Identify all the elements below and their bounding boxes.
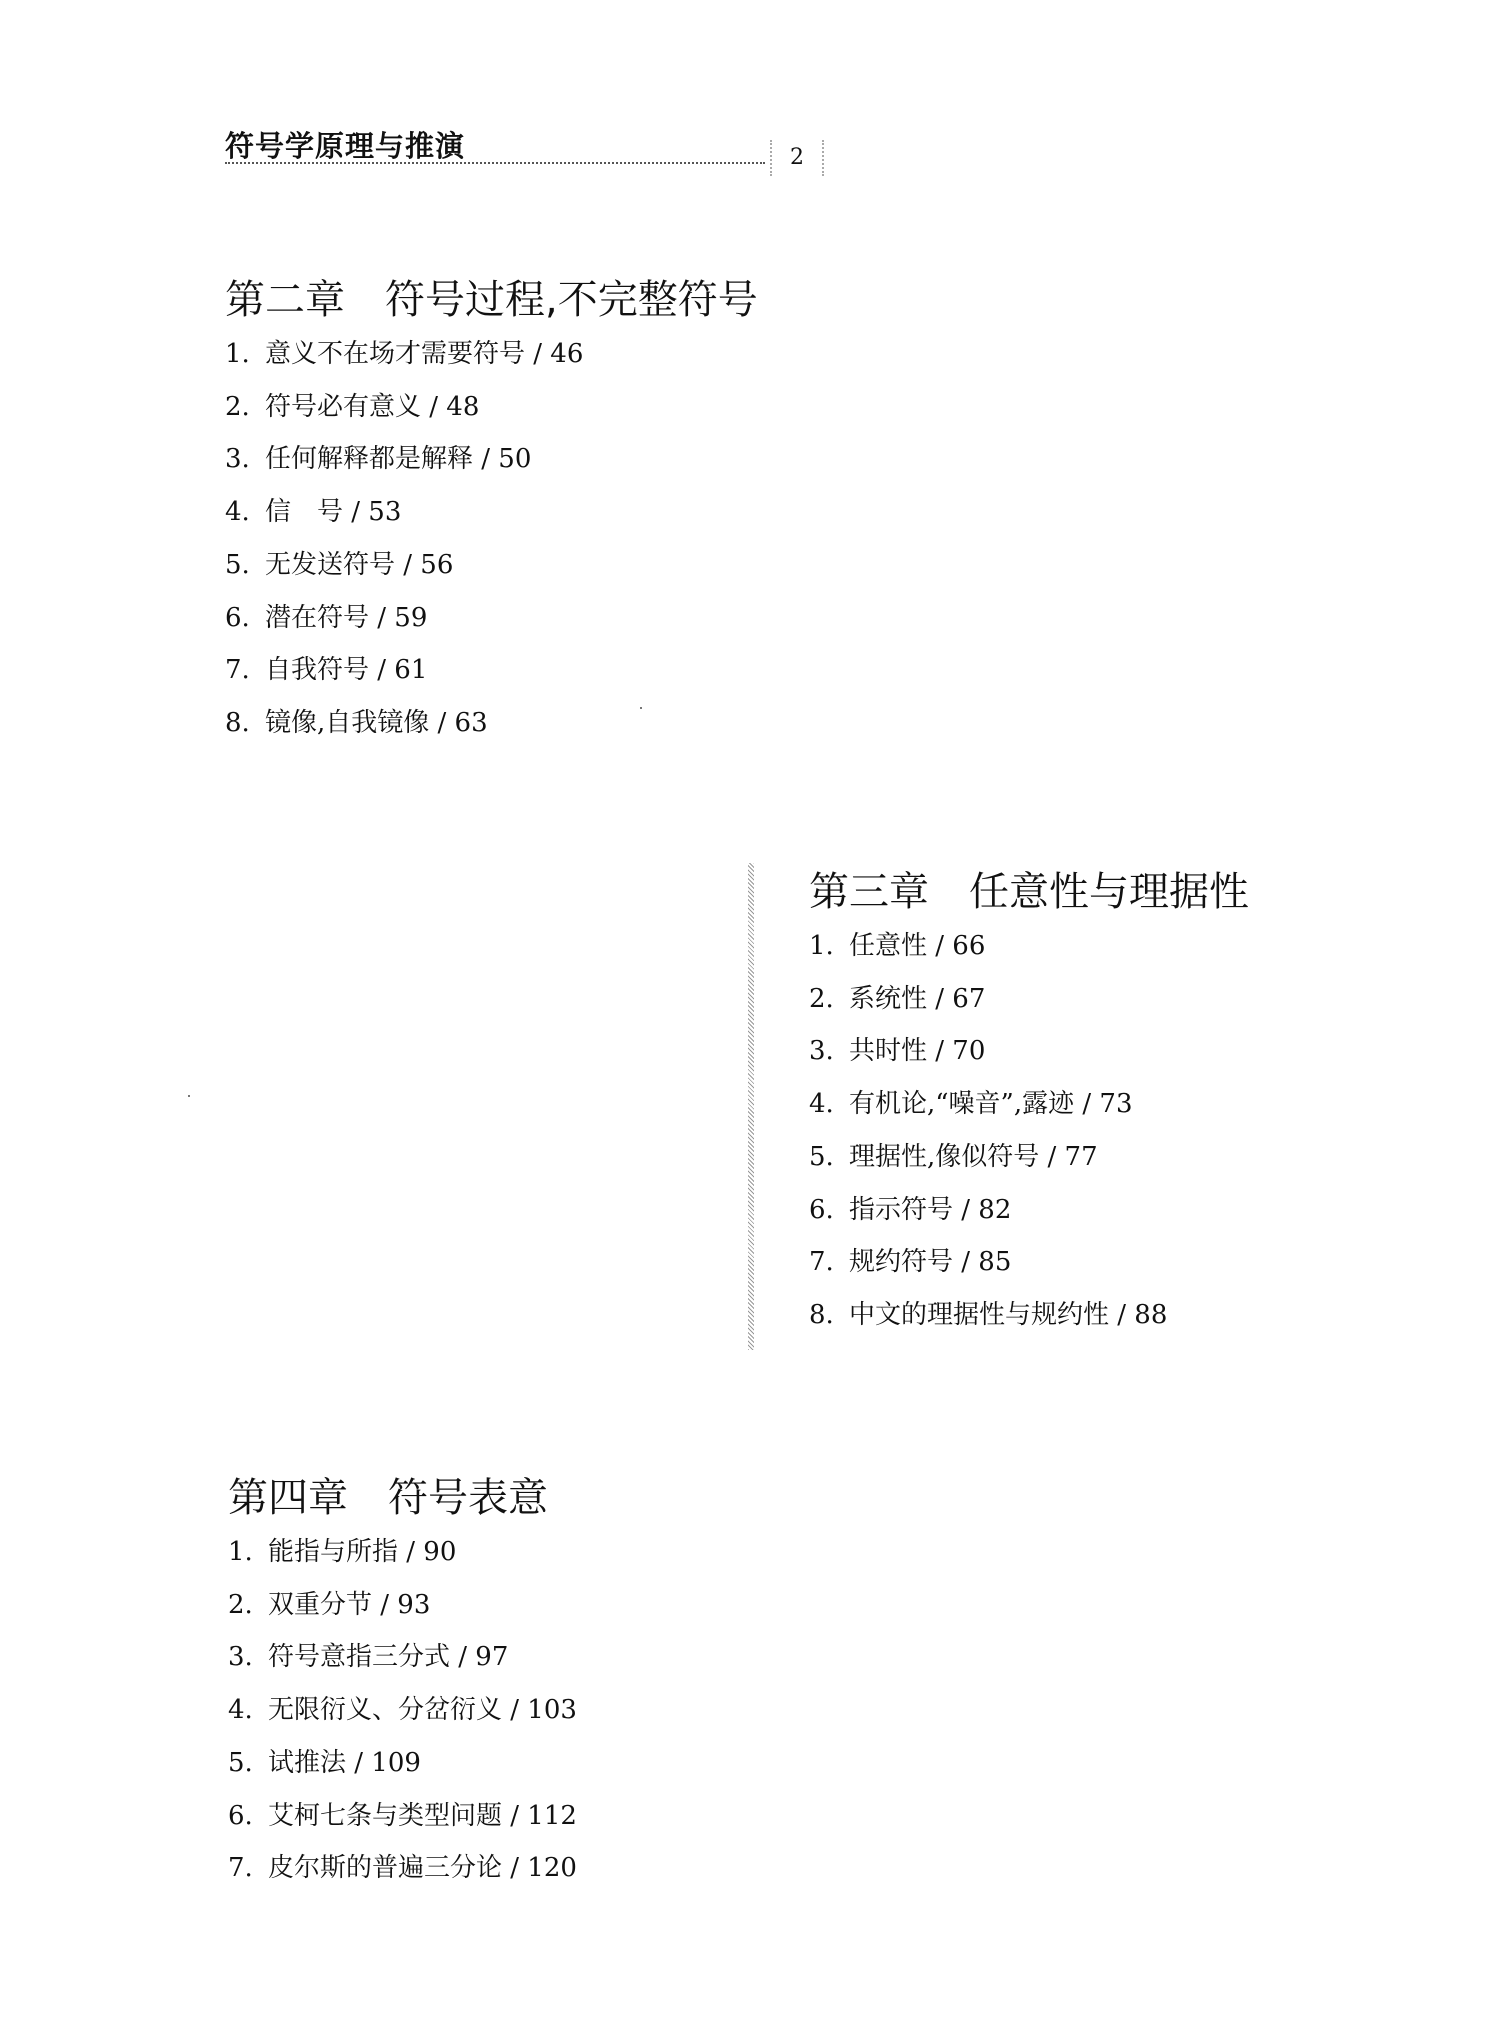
toc-entry	[225, 486, 758, 539]
toc-entry	[809, 920, 1249, 973]
toc-entry	[809, 973, 1249, 1026]
entry-number: 2.	[228, 1589, 253, 1620]
entry-number: 8.	[225, 707, 250, 738]
entry-number: 5.	[225, 549, 250, 580]
entry-text: 意义不在场才需要符号 / 46	[265, 339, 584, 369]
entry-number: 2.	[225, 391, 250, 422]
chapter-4-section	[228, 1472, 577, 1895]
toc-entry	[809, 1236, 1249, 1289]
toc-entry	[225, 592, 758, 645]
entry-text: 符号必有意义 / 48	[265, 391, 480, 422]
toc-entry	[809, 1289, 1249, 1342]
entry-text: 信 号 / 53	[265, 497, 402, 528]
entry-text: 双重分节 / 93	[268, 1589, 431, 1620]
toc-entry	[228, 1631, 577, 1684]
chapter-2-section	[225, 274, 758, 750]
page-number-ornament-left	[770, 140, 778, 176]
chapter-name: 符号过程,不完整符号	[385, 277, 758, 323]
entry-number: 3.	[809, 1036, 834, 1067]
entry-text: 镜像,自我镜像 / 63	[265, 707, 488, 738]
entry-number: 1.	[225, 339, 250, 369]
chapter-title	[225, 274, 758, 326]
entry-text: 艾柯七条与类型问题 / 112	[268, 1800, 577, 1831]
entry-number: 4.	[225, 497, 250, 528]
entry-text: 有机论,“噪音”,露迹 / 73	[849, 1089, 1133, 1120]
chapter-name: 任意性与理据性	[969, 869, 1249, 915]
entry-number: 7.	[809, 1247, 834, 1278]
entry-text: 中文的理据性与规约性 / 88	[849, 1299, 1168, 1330]
toc-entry	[809, 1131, 1249, 1184]
page-number-ornament-right	[822, 140, 830, 176]
entry-number: 5.	[228, 1747, 253, 1778]
chapter-label: 第四章	[228, 1475, 348, 1521]
entry-text: 符号意指三分式 / 97	[268, 1642, 509, 1673]
entry-number: 7.	[225, 655, 250, 686]
entry-number: 4.	[809, 1089, 834, 1120]
toc-entry	[225, 381, 758, 434]
running-header-title: 符号学原理与推演	[225, 129, 466, 163]
chapter-3-section	[809, 866, 1249, 1342]
toc-entry	[809, 1025, 1249, 1078]
entry-text: 皮尔斯的普遍三分论 / 120	[268, 1853, 577, 1884]
toc-entry	[228, 1790, 577, 1843]
toc-entry	[228, 1579, 577, 1632]
entry-text: 能指与所指 / 90	[268, 1537, 457, 1567]
toc-entry	[225, 644, 758, 697]
entry-number: 6.	[809, 1194, 834, 1225]
entry-number: 3.	[225, 444, 250, 475]
entry-text: 任意性 / 66	[849, 931, 986, 961]
entry-number: 5.	[809, 1141, 834, 1172]
chapter-title	[228, 1472, 577, 1524]
toc-entry	[228, 1526, 577, 1579]
entry-number: 7.	[228, 1853, 253, 1884]
entry-number: 2.	[809, 983, 834, 1014]
header-dotted-rule	[225, 162, 765, 164]
entry-text: 自我符号 / 61	[265, 655, 428, 686]
entry-number: 8.	[809, 1299, 834, 1330]
toc-entry	[809, 1184, 1249, 1237]
toc-entry	[809, 1078, 1249, 1131]
toc-entry	[228, 1684, 577, 1737]
column-divider	[748, 863, 754, 1350]
toc-entry	[225, 539, 758, 592]
page-number: 2	[790, 145, 804, 170]
chapter-label: 第三章	[809, 869, 929, 915]
toc-entry	[225, 328, 758, 381]
entry-number: 1.	[809, 931, 834, 961]
entry-text: 无发送符号 / 56	[265, 549, 454, 580]
entry-number: 6.	[225, 602, 250, 633]
toc-entry	[225, 697, 758, 750]
entry-text: 任何解释都是解释 / 50	[265, 444, 532, 475]
entry-number: 3.	[228, 1642, 253, 1673]
entry-number: 4.	[228, 1695, 253, 1726]
entry-text: 规约符号 / 85	[849, 1247, 1012, 1278]
entry-text: 潜在符号 / 59	[265, 602, 428, 633]
toc-entry	[228, 1737, 577, 1790]
scan-speck	[188, 1095, 190, 1097]
chapter-title	[809, 866, 1249, 918]
entry-text: 理据性,像似符号 / 77	[849, 1141, 1098, 1172]
chapter-label: 第二章	[225, 277, 345, 323]
entry-number: 1.	[228, 1537, 253, 1567]
scan-speck	[640, 707, 642, 709]
entry-text: 系统性 / 67	[849, 983, 986, 1014]
toc-entry	[228, 1842, 577, 1895]
entry-text: 试推法 / 109	[268, 1747, 421, 1778]
entry-text: 指示符号 / 82	[849, 1194, 1012, 1225]
entry-number: 6.	[228, 1800, 253, 1831]
toc-entry	[225, 433, 758, 486]
entry-text: 共时性 / 70	[849, 1036, 986, 1067]
entry-text: 无限衍义、分岔衍义 / 103	[268, 1695, 577, 1726]
chapter-name: 符号表意	[388, 1475, 548, 1521]
